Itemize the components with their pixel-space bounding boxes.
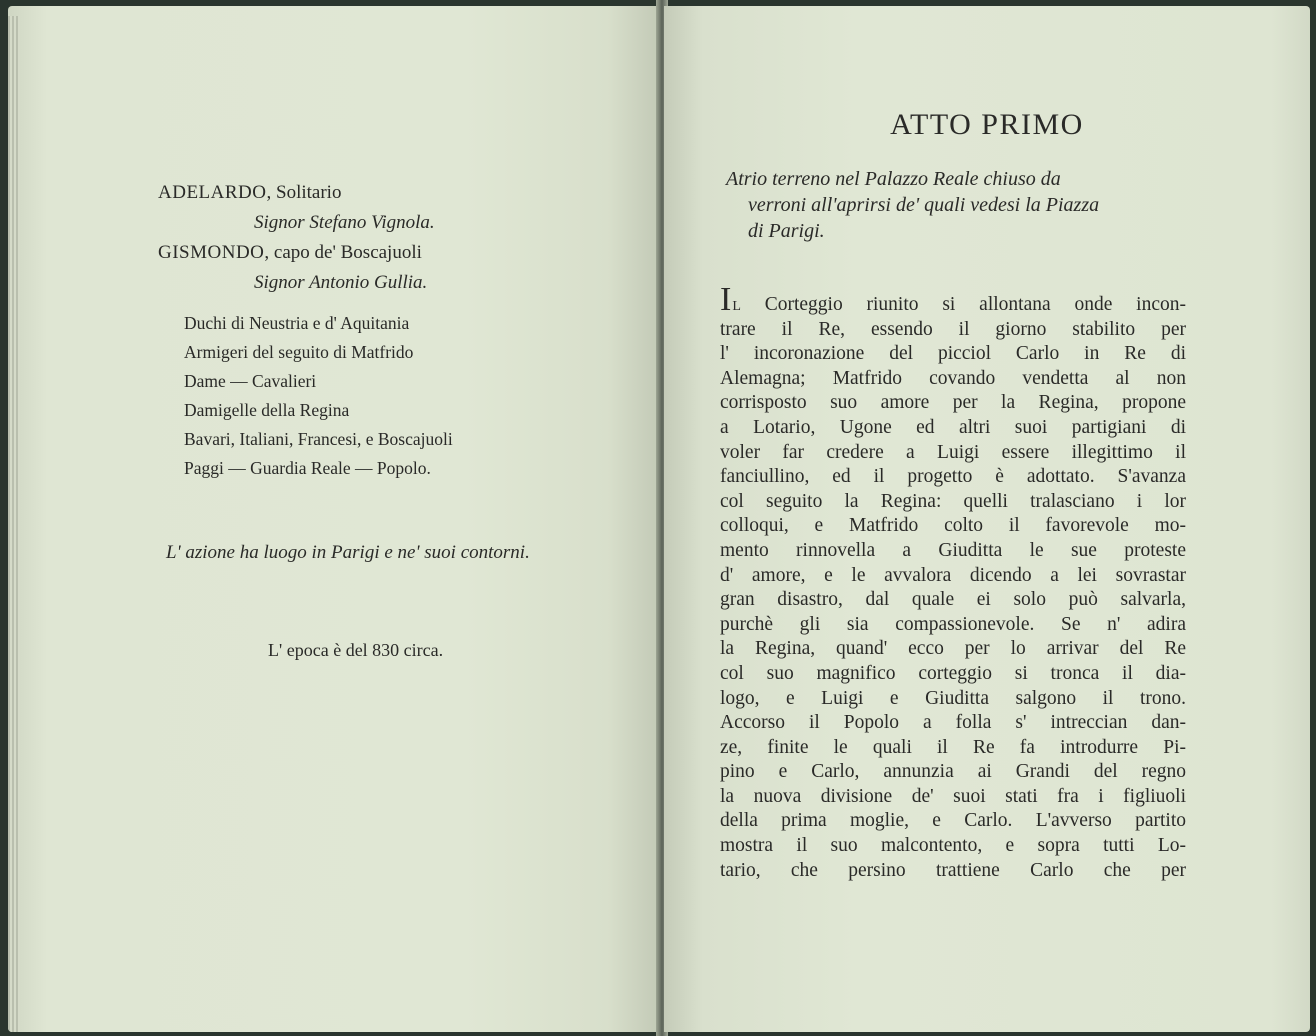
act-title: ATTO PRIMO xyxy=(890,108,1084,141)
text-line: fanciullino, ed il progetto è adottato. S'avanza xyxy=(720,466,1186,488)
cast-actor: Signor Antonio Gullia. xyxy=(254,272,428,293)
text-line: l' incoronazione del picciol Carlo in Re di xyxy=(720,343,1186,365)
chorus-item: Damigelle della Regina xyxy=(184,400,350,420)
chorus-item: Dame — Cavalieri xyxy=(184,371,317,391)
stage-direction-line: di Parigi. xyxy=(748,220,825,242)
drop-cap-rest: l xyxy=(732,294,741,315)
text-line: colloqui, e Matfrido colto il favorevole mo- xyxy=(720,515,1186,537)
text-line: trare il Re, essendo il giorno stabilito per xyxy=(720,318,1186,340)
text-line: ze, finite le quali il Re fa introdurre Pi- xyxy=(720,736,1186,758)
text-line: gran disastro, dal quale ei solo può salvarla, xyxy=(720,589,1186,611)
right-page xyxy=(664,6,1310,1032)
cast-role xyxy=(158,178,618,208)
stage-direction xyxy=(726,166,1246,244)
cast-role-description: , capo de' Boscajuoli xyxy=(264,242,422,263)
text-line: Alemagna; Matfrido covando vendetta al non xyxy=(720,367,1186,389)
text-line: col seguito la Regina: quelli tralasciano i lor xyxy=(720,490,1186,512)
stage-direction-line: Atrio terreno nel Palazzo Reale chiuso da xyxy=(726,168,1061,190)
text-line: Accorso il Popolo a folla s' intreccian dan- xyxy=(720,712,1186,734)
cast-role-name: ADELARDO xyxy=(158,182,267,203)
text-line: a Lotario, Ugone ed altri suoi partigiani di xyxy=(720,416,1186,438)
text-line: tario, che persino trattiene Carlo che per xyxy=(720,859,1186,881)
text-line: logo, e Luigi e Giuditta salgono il trono. xyxy=(720,687,1186,709)
text-line-content: Corteggio riunito si allontana onde incon- xyxy=(740,294,1186,315)
cast-actor: Signor Stefano Vignola. xyxy=(254,212,435,233)
cast-list xyxy=(158,178,618,298)
text-line: della prima moglie, e Carlo. L'avverso partito xyxy=(720,810,1186,832)
cast-role-description: , Solitario xyxy=(266,182,342,203)
chorus-item: Paggi — Guardia Reale — Popolo. xyxy=(184,458,431,478)
text-line: la nuova divisione de' suoi stati fra i figliuoli xyxy=(720,785,1186,807)
text-line: d' amore, e le avvalora dicendo a lei sovrastar xyxy=(720,564,1186,586)
chorus-item: Armigeri del seguito di Matfrido xyxy=(184,342,414,362)
text-line: la Regina, quand' ecco per lo arrivar del Re xyxy=(720,638,1186,660)
left-page xyxy=(8,6,660,1032)
text-line: purchè gli sia compassionevole. Se n' adira xyxy=(720,613,1186,635)
synopsis-text xyxy=(720,281,1186,883)
stage-direction-line: verroni all'aprirsi de' quali vedesi la Piazza xyxy=(748,194,1100,216)
text-line: pino e Carlo, annunzia ai Grandi del regno xyxy=(720,761,1186,783)
chorus-list xyxy=(184,309,604,483)
text-line: voler far credere a Luigi essere illegittimo il xyxy=(720,441,1186,463)
drop-cap: I xyxy=(720,281,732,318)
text-line: mento rinnovella a Giuditta le sue proteste xyxy=(720,539,1186,561)
text-line: col suo magnifico corteggio si tronca il dia- xyxy=(720,662,1186,684)
cast-role-name: GISMONDO xyxy=(158,242,265,263)
text-line: corrisposto suo amore per la Regina, propone xyxy=(720,392,1186,414)
setting-note: L' azione ha luogo in Parigi e ne' suoi contorni. xyxy=(166,542,530,563)
text-line xyxy=(720,281,1186,318)
chorus-item: Bavari, Italiani, Francesi, e Boscajuoli xyxy=(184,429,453,449)
chorus-item: Duchi di Neustria e d' Aquitania xyxy=(184,313,410,333)
cast-role xyxy=(158,238,618,268)
page-edges xyxy=(8,16,20,1032)
epoch-note: L' epoca è del 830 circa. xyxy=(268,640,444,660)
text-line: mostra il suo malcontento, e sopra tutti Lo- xyxy=(720,835,1186,857)
